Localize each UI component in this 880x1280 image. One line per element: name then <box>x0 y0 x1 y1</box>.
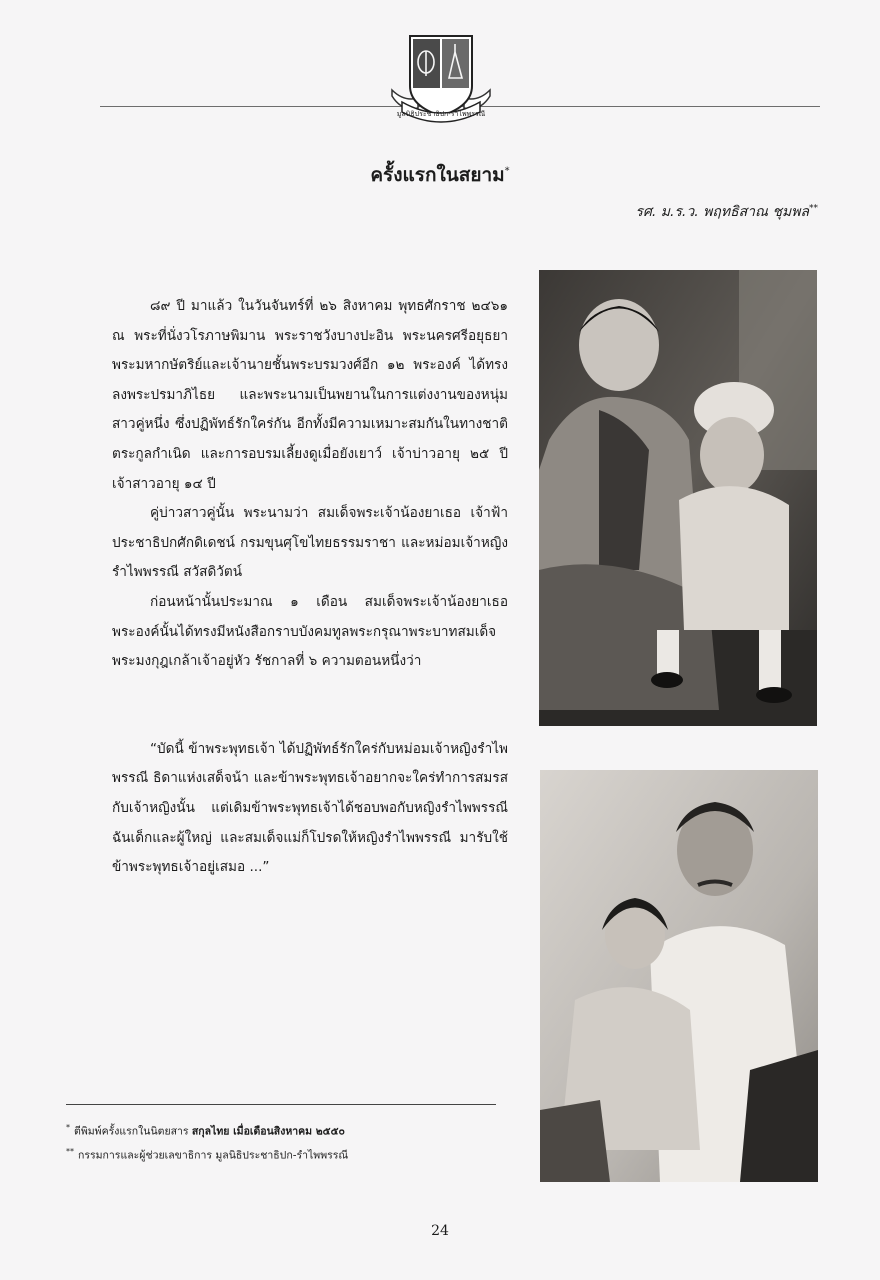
foundation-emblem-icon <box>388 32 494 124</box>
photo-woman-with-child <box>539 270 817 726</box>
footnote-rule <box>66 1104 496 1105</box>
paragraph: ๘๙ ปี มาแล้ว ในวันจันทร์ที่ ๒๖ สิงหาคม พุทธศักราช ๒๔๖๑ ณ พระที่นั่งวโรภาษพิมาน พระราชวังบางปะอิน พระนครศรีอยุธยา พระมหากษัตริย์และเจ้านายชั้นพระบรมวงศ์อีก ๑๒ พระองค์ ได้ทรงลงพระปรมาภิไธย และพระนามเป็นพยานในการแต่งงานของหนุ่มสาวคู่หนึ่ง ซึ่งปฏิพัทธ์รักใคร่กัน อีกทั้งมีความเหมาะสมกันในทางชาติตระกูลกำเนิด และการอบรมเลี้ยงดูเมื่อยังเยาว์ เจ้าบ่าวอายุ ๒๕ ปี เจ้าสาวอายุ ๑๔ ปี <box>112 298 508 492</box>
footnotes <box>66 1118 526 1165</box>
paragraph: ก่อนหน้านั้นประมาณ ๑ เดือน สมเด็จพระเจ้าน้องยาเธอพระองค์นั้นได้ทรงมีหนังสือกราบบังคมทูลพระกรุณาพระบาทสมเด็จพระมงกุฎเกล้าเจ้าอยู่หัว รัชกาลที่ ๖ ความตอนหนึ่งว่า <box>112 593 508 670</box>
svg-text:มูลนิธิประชาธิปก-รำไพพรรณี: มูลนิธิประชาธิปก-รำไพพรรณี <box>396 110 486 118</box>
article-author: รศ. ม.ร.ว. พฤทธิสาณ ชุมพล** <box>635 203 818 220</box>
footnote-item: ** กรรมการและผู้ช่วยเลขาธิการ มูลนิธิประชาธิปก-รำไพพรรณี <box>66 1146 349 1161</box>
footnote-item: * ตีพิมพ์ครั้งแรกในนิตยสาร สกุลไทย เมื่อเดือนสิงหาคม ๒๕๕๐ <box>66 1123 345 1138</box>
page-number: 24 <box>431 1223 449 1239</box>
quotation: “บัดนี้ ข้าพระพุทธเจ้า ได้ปฏิพัทธ์รักใคร่กับหม่อมเจ้าหญิงรำไพพรรณี ธิดาแห่งเสด็จน้า และข้าพระพุทธเจ้าอยากจะใคร่ทำการสมรสกับเจ้าหญิงนั้น แต่เดิมข้าพระพุทธเจ้าได้ชอบพอกับหญิงรำไพพรรณี ฉันเด็กและผู้ใหญ่ และสมเด็จแม่ก็โปรดให้หญิงรำไพพรรณี มารับใช้ข้าพระพุทธเจ้าอยู่เสมอ ...” <box>112 740 508 876</box>
photo-man-with-girl <box>540 770 818 1182</box>
paragraph: คู่บ่าวสาวคู่นั้น พระนามว่า สมเด็จพระเจ้าน้องยาเธอ เจ้าฟ้าประชาธิปกศักดิเดชน์ กรมขุนศุโขไทยธรรมราชา และหม่อมเจ้าหญิงรำไพพรรณี สวัสดิวัตน์ <box>112 505 508 581</box>
article-body <box>112 292 508 883</box>
article-title: ครั้งแรกในสยาม* <box>370 164 510 186</box>
